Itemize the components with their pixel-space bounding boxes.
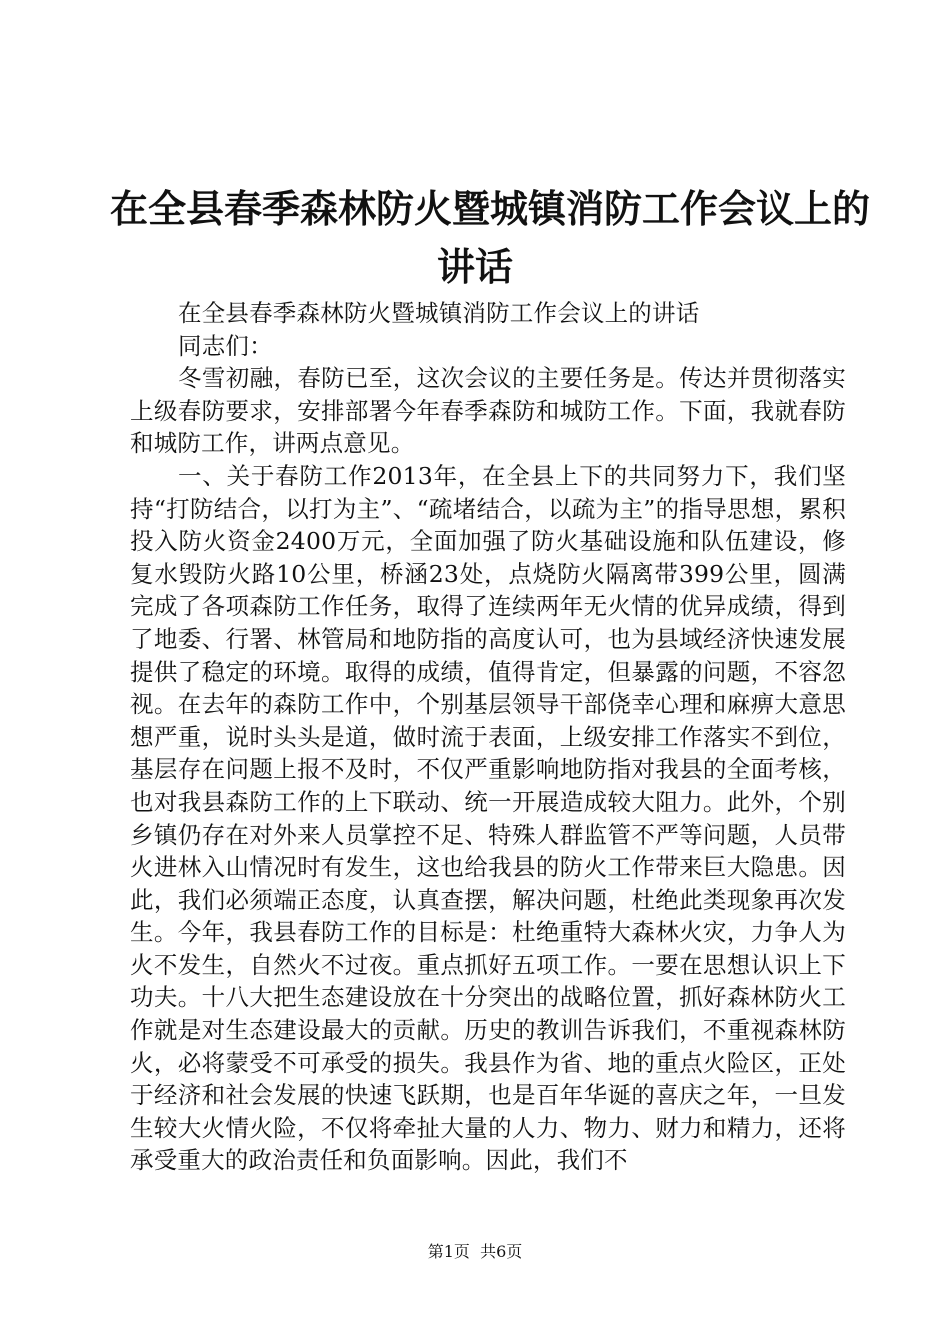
page-footer: 第1页 共6页 (427, 1242, 523, 1261)
section-one-paragraph: 一、关于春防工作2013年，在全县上下的共同努力下，我们坚持“打防结合，以打为主”、“疏堵结合，以疏为主”的指导思想，累积投入防火资金2400万元，全面加强了防火基础设施和队伍建设，修复水毁防火路10公里，桥涵23处，点烧防火隔离带399公里，圆满完成了各项森防工作任务，取得了连续两年无火情的优异成绩，得到了地委、行署、林管局和地防指的高度认可，也为县域经济快速发展提供了稳定的环境。取得的成绩，值得肯定，但暴露的问题，不容忽视。在去年的森防工作中，个别基层领导干部侥幸心理和麻痹大意思想严重，说时头头是道，做时流于表面，上级安排工作落实不到位，基层存在问题上报不及时，不仅严重影响地防指对我县的全面考核，也对我县森防工作的上下联动、统一开展造成较大阻力。此外，个别乡镇仍存在对外来人员掌控不足、特殊人群监管不严等问题，人员带火进林入山情况时有发生，这也给我县的防火工作带来巨大隐患。因此，我们必须端正态度，认真查摆，解决问题，杜绝此类现象再次发生。今年，我县春防工作的目标是：杜绝重特大森林火灾，力争人为火不发生，自然火不过夜。重点抓好五项工作。一要在思想认识上下功夫。十八大把生态建设放在十分突出的战略位置，抓好森林防火工作就是对生态建设最大的贡献。历史的教训告诉我们，不重视森林防火，必将蒙受不可承受的损失。我县作为省、地的重点火险区，正处于经济和社会发展的快速飞跃期，也是百年华诞的喜庆之年，一旦发生较大火情火险，不仅将牵扯大量的人力、物力、财力和精力，还将承受重大的政治责任和负面影响。因此，我们不 (130, 461, 846, 1175)
intro-paragraph: 冬雪初融，春防已至，这次会议的主要任务是。传达并贯彻落实上级春防要求，安排部署今年春季森防和城防工作。下面，我就春防和城防工作，讲两点意见。 (130, 364, 846, 458)
subtitle-paragraph: 在全县春季森林防火暨城镇消防工作会议上的讲话 (178, 299, 700, 327)
document-body (130, 297, 846, 1177)
document-title-line-1: 在全县春季森林防火暨城镇消防工作会议上的 (110, 186, 871, 231)
document-title-line-2: 讲话 (436, 244, 513, 289)
salutation-paragraph: 同志们： (178, 331, 273, 360)
